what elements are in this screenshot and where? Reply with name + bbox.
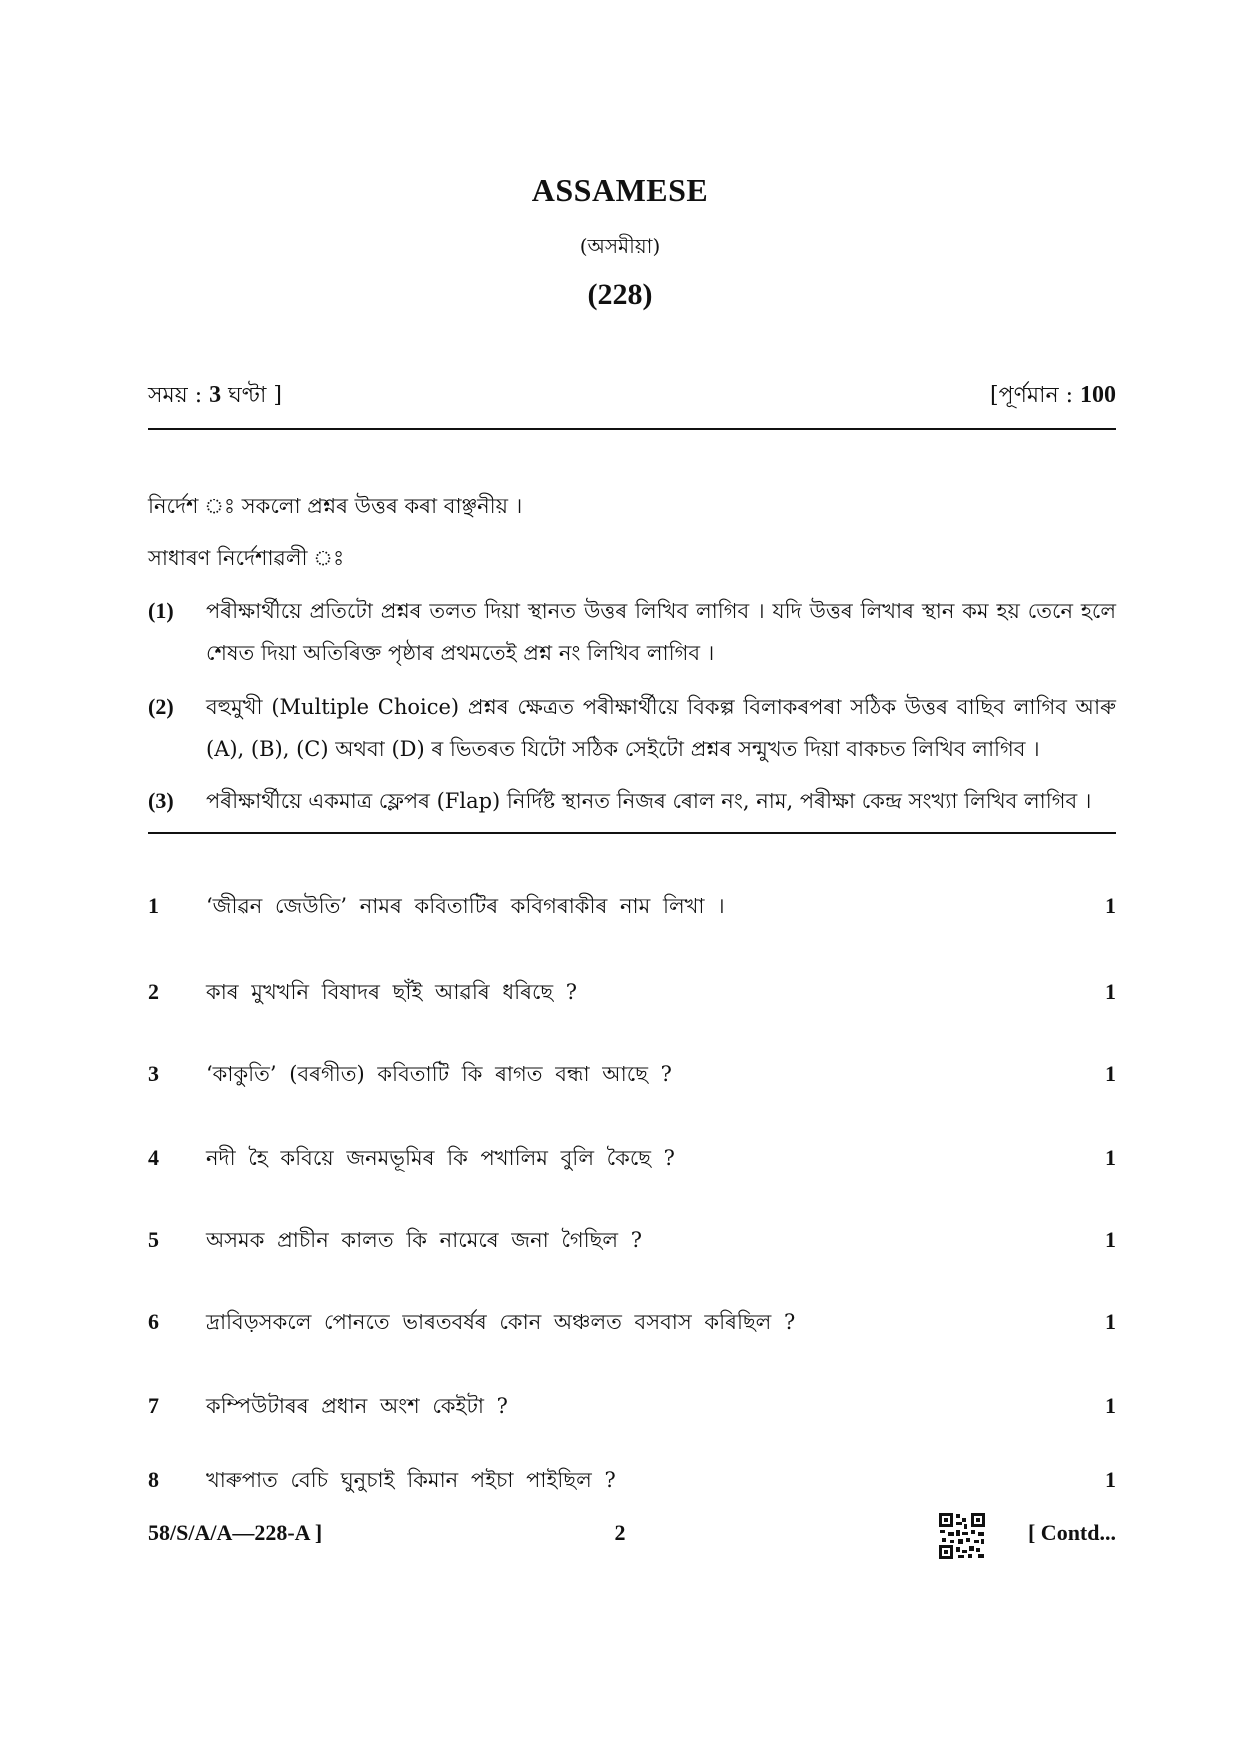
time-unit: ঘণ্টা ] — [228, 383, 282, 408]
question-row — [148, 886, 1116, 926]
continued-label: [ Contd... — [1027, 1520, 1116, 1545]
question-text: খাৰুপাত বেচি ঘুনুচাই কিমান পইচা পাইছিল ? — [206, 1468, 616, 1492]
question-row — [148, 1054, 1116, 1094]
question-text: দ্ৰাবিড়সকলে পোনতে ভাৰতবৰ্ষৰ কোন অঞ্চলত বসবাস কৰিছিল ? — [206, 1310, 796, 1334]
divider-top — [148, 428, 1116, 430]
question-row — [148, 972, 1116, 1012]
question-text: নদী হৈ কবিয়ে জনমভূমিৰ কি পখালিম বুলি কৈছে ? — [206, 1146, 675, 1170]
marks-label: [পূৰ্ণমান : — [990, 383, 1073, 408]
question-row — [148, 1386, 1116, 1426]
marks-info — [990, 378, 1116, 415]
question-row — [148, 1138, 1116, 1178]
question-number: 3 — [148, 1061, 159, 1086]
divider-bottom — [148, 832, 1116, 834]
instruction-number: (1) — [148, 598, 174, 623]
question-marks: 1 — [1105, 893, 1116, 918]
question-marks: 1 — [1105, 1393, 1116, 1418]
question-marks: 1 — [1105, 979, 1116, 1004]
question-number: 1 — [148, 893, 159, 918]
general-instructions-heading: সাধাৰণ নিৰ্দেশাৱলী ঃ — [148, 546, 345, 570]
direction-text: নিৰ্দেশ ঃ সকলো প্ৰশ্নৰ উত্তৰ কৰা বাঞ্ছনীয় । — [148, 494, 523, 518]
paper-code: (228) — [587, 278, 653, 311]
question-text: ‘জীৱন জেউতি’ নামৰ কবিতাটিৰ কবিগৰাকীৰ নাম লিখা । — [206, 894, 725, 918]
question-text: কম্পিউটাৰৰ প্ৰধান অংশ কেইটা ? — [206, 1394, 508, 1418]
instruction-text: পৰীক্ষাৰ্থীয়ে একমাত্ৰ ফ্লেপৰ (Flap) নিৰ্দিষ্ট স্থানত নিজৰ ৰোল নং, নাম, পৰীক্ষা কেন্দ্ৰ সংখ্যা লিখিব লাগিব । — [206, 789, 1092, 813]
paper-code-footer: 58/S/A/A—228-A ] — [148, 1520, 323, 1545]
question-number: 6 — [148, 1309, 159, 1334]
question-text: কাৰ মুখখনি বিষাদৰ ছাঁই আৱৰি ধৰিছে ? — [206, 980, 578, 1004]
paper-title: ASSAMESE — [531, 172, 709, 208]
time-value: 3 — [209, 382, 222, 408]
question-marks: 1 — [1105, 1061, 1116, 1086]
question-row — [148, 1220, 1116, 1260]
question-number: 7 — [148, 1393, 159, 1418]
page-number: 2 — [614, 1520, 626, 1545]
instruction-number: (3) — [148, 788, 174, 813]
question-number: 2 — [148, 979, 159, 1004]
question-number: 5 — [148, 1227, 159, 1252]
question-row — [148, 1302, 1116, 1342]
time-info — [148, 378, 282, 415]
question-marks: 1 — [1105, 1227, 1116, 1252]
time-label: সময় : — [148, 383, 203, 408]
instruction-text: বহুমুখী (Multiple Choice) প্ৰশ্নৰ ক্ষেত্ৰত পৰীক্ষাৰ্থীয়ে বিকল্প বিলাকৰপৰা সঠিক উত্তৰ বাছিব লাগিব আৰু (A), (B), (C) অথবা (D) ৰ ভিতৰত যিটো সঠিক সেইটো প্ৰশ্নৰ সন্মুখত দিয়া বাকচত লিখিব লাগিব । — [206, 695, 1116, 761]
paper-subtitle: (অসমীয়া) — [579, 234, 661, 258]
question-text: অসমক প্ৰাচীন কালত কি নামেৰে জনা গৈছিল ? — [206, 1228, 642, 1252]
question-number: 8 — [148, 1467, 159, 1492]
qr-code-icon — [938, 1512, 986, 1560]
question-number: 4 — [148, 1145, 159, 1170]
instruction-number: (2) — [148, 694, 174, 719]
marks-value: 100 — [1080, 382, 1116, 408]
question-row — [148, 1460, 1116, 1500]
question-text: ‘কাকুতি’ (বৰগীত) কবিতাটি কি ৰাগত বন্ধা আছে ? — [206, 1062, 672, 1086]
question-marks: 1 — [1105, 1467, 1116, 1492]
question-marks: 1 — [1105, 1309, 1116, 1334]
question-marks: 1 — [1105, 1145, 1116, 1170]
instruction-text: পৰীক্ষাৰ্থীয়ে প্ৰতিটো প্ৰশ্নৰ তলত দিয়া স্থানত উত্তৰ লিখিব লাগিব । যদি উত্তৰ লিখাৰ স্থান কম হয় তেনে হলে শেষত দিয়া অতিৰিক্ত পৃষ্ঠাৰ প্ৰথমতেই প্ৰশ্ন নং লিখিব লাগিব । — [206, 599, 1116, 665]
